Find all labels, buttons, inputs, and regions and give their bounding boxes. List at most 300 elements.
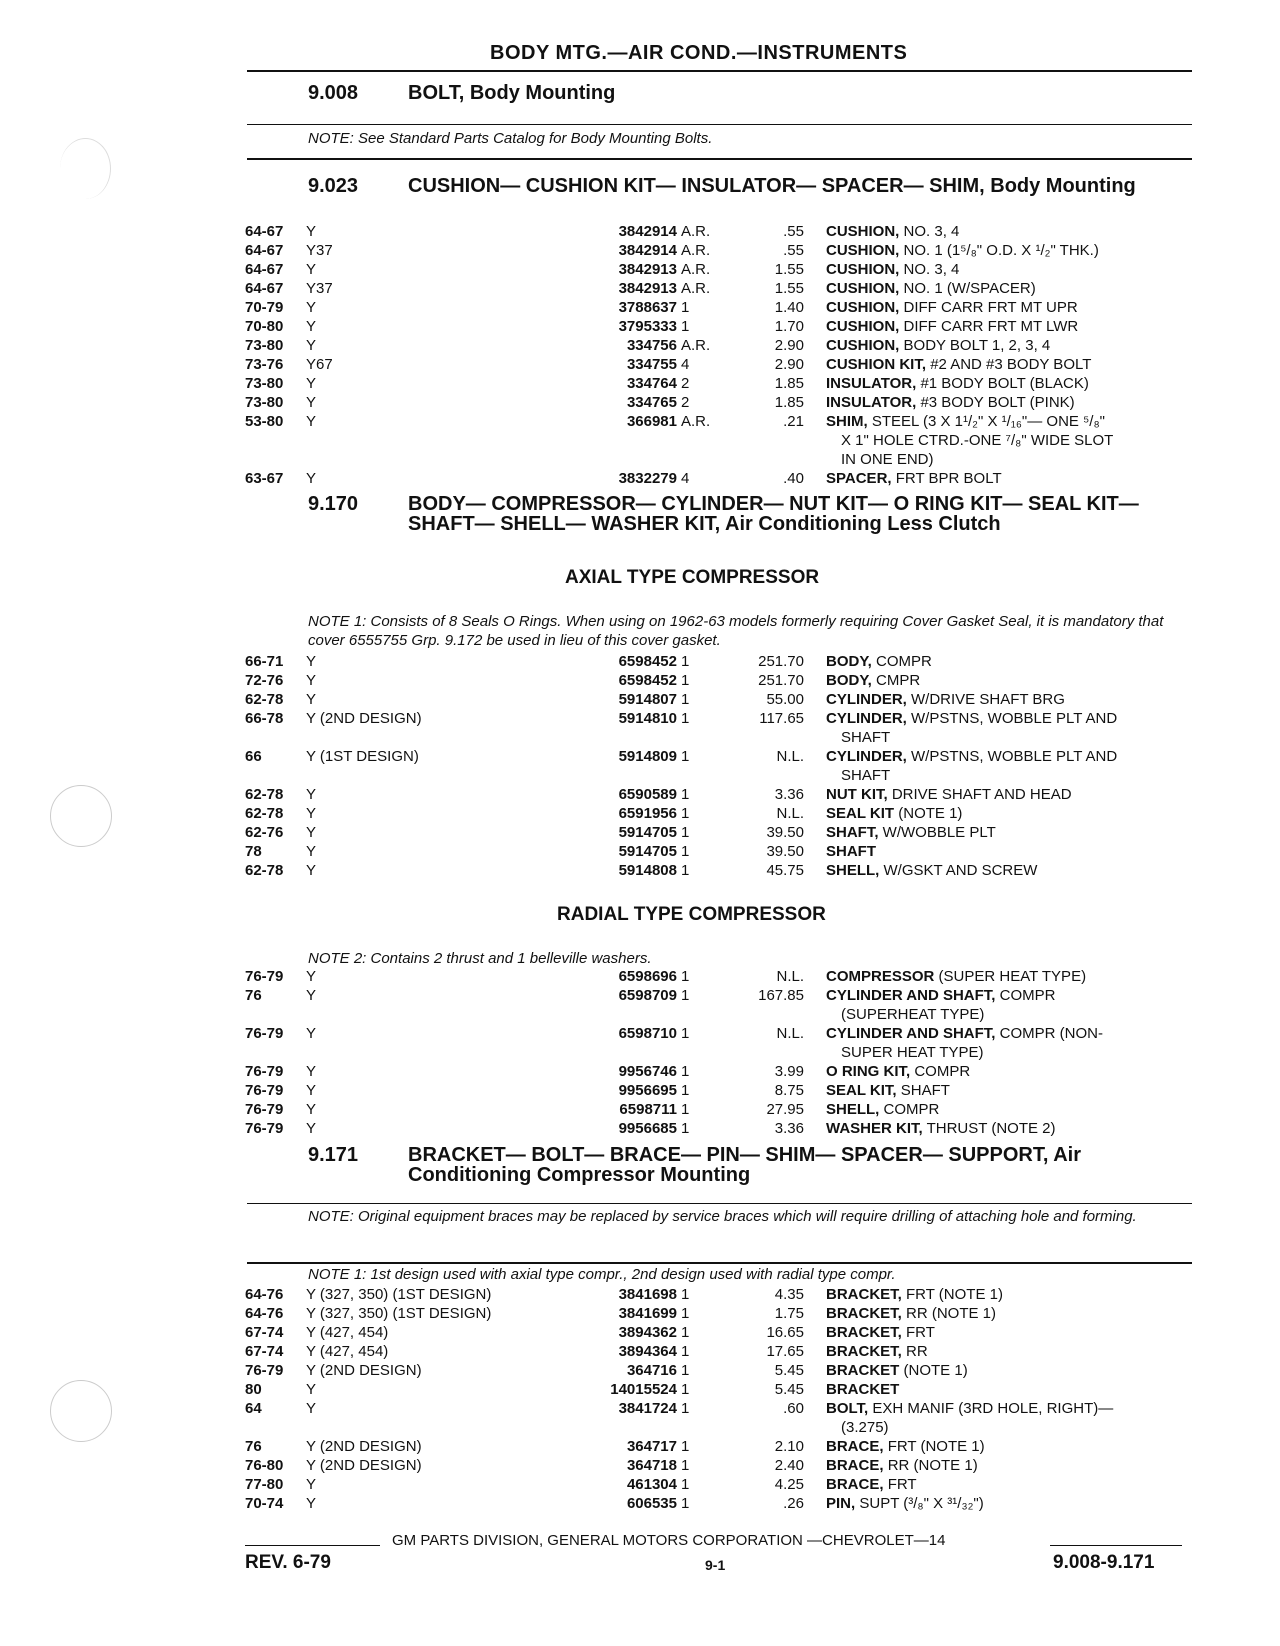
body-code: Y bbox=[306, 653, 317, 670]
part-number: 3842914 bbox=[618, 242, 677, 259]
list-price: 3.36 bbox=[774, 786, 804, 803]
part-row bbox=[0, 1437, 1280, 1456]
part-description bbox=[826, 260, 959, 279]
part-name: SHAFT bbox=[826, 843, 876, 860]
part-number: 9956685 bbox=[618, 1120, 677, 1137]
note-rule bbox=[247, 1203, 1192, 1204]
part-row bbox=[0, 747, 1280, 766]
model-years: 64-67 bbox=[245, 280, 284, 297]
part-number: 364717 bbox=[626, 1438, 677, 1455]
part-row bbox=[0, 1081, 1280, 1100]
part-description bbox=[826, 861, 1037, 880]
part-description bbox=[826, 1361, 968, 1380]
section-title: BODY— COMPRESSOR— CYLINDER— NUT KIT— O RING KIT— SEAL KIT— SHAFT— SHELL— WASHER KIT, Air Conditioning Less Clutch bbox=[408, 493, 1139, 535]
quantity: 1 bbox=[681, 843, 690, 860]
part-name: SPACER, bbox=[826, 470, 892, 487]
part-number: 5914808 bbox=[618, 862, 677, 879]
model-years: 66 bbox=[245, 748, 262, 765]
list-price: 16.65 bbox=[766, 1324, 804, 1341]
body-code: Y bbox=[306, 261, 317, 278]
part-row bbox=[0, 374, 1280, 393]
quantity: A.R. bbox=[681, 337, 711, 354]
part-name: INSULATOR, bbox=[826, 375, 917, 392]
model-years: 70-79 bbox=[245, 299, 284, 316]
part-number: 6598711 bbox=[619, 1101, 677, 1118]
section-rule bbox=[247, 158, 1192, 160]
body-code: Y67 bbox=[306, 356, 333, 373]
part-number: 3832279 bbox=[618, 470, 677, 487]
part-number: 3841699 bbox=[618, 1305, 677, 1322]
model-years: 76-79 bbox=[245, 1025, 284, 1042]
section-title: BRACKET— BOLT— BRACE— PIN— SHIM— SPACER— SUPPORT, Air Conditioning Compressor Mounting bbox=[408, 1144, 1081, 1186]
footer-rule-left bbox=[245, 1545, 380, 1546]
list-price: 1.70 bbox=[774, 318, 804, 335]
list-price: 2.90 bbox=[774, 337, 804, 354]
part-detail: W/PSTNS, WOBBLE PLT AND bbox=[911, 748, 1118, 765]
quantity: A.R. bbox=[681, 242, 711, 259]
part-number: 9956695 bbox=[618, 1082, 677, 1099]
part-row bbox=[0, 355, 1280, 374]
part-name: CYLINDER AND SHAFT, bbox=[826, 1025, 996, 1042]
part-row bbox=[0, 1456, 1280, 1475]
part-row bbox=[0, 1494, 1280, 1513]
list-price: 3.99 bbox=[774, 1063, 804, 1080]
part-number: 5914810 bbox=[618, 710, 677, 727]
model-years: 76 bbox=[245, 987, 262, 1004]
description-continuation: SHAFT bbox=[841, 767, 891, 784]
part-number: 3842914 bbox=[618, 223, 677, 240]
quantity: 1 bbox=[681, 1400, 690, 1417]
body-code: Y bbox=[306, 318, 317, 335]
model-years: 67-74 bbox=[245, 1343, 284, 1360]
part-detail: #3 BODY BOLT (PINK) bbox=[920, 394, 1075, 411]
part-detail: W/GSKT AND SCREW bbox=[883, 862, 1038, 879]
part-description bbox=[826, 709, 1117, 728]
part-description bbox=[826, 374, 1089, 393]
list-price: .40 bbox=[783, 470, 804, 487]
part-detail: DIFF CARR FRT MT LWR bbox=[903, 318, 1079, 335]
part-row bbox=[0, 279, 1280, 298]
part-number: 6591956 bbox=[618, 805, 677, 822]
body-code: Y bbox=[306, 987, 317, 1004]
body-code: Y bbox=[306, 968, 317, 985]
note-rule bbox=[247, 124, 1192, 125]
part-name: NUT KIT, bbox=[826, 786, 888, 803]
part-name: WASHER KIT, bbox=[826, 1120, 923, 1137]
part-number: 366981 bbox=[626, 413, 677, 430]
part-number: 6598452 bbox=[618, 653, 677, 670]
part-description bbox=[826, 1024, 1103, 1043]
quantity: A.R. bbox=[681, 223, 711, 240]
quantity: 1 bbox=[681, 1286, 690, 1303]
list-price: N.L. bbox=[776, 748, 804, 765]
list-price: 2.40 bbox=[774, 1457, 804, 1474]
part-number: 364718 bbox=[626, 1457, 677, 1474]
model-years: 64-76 bbox=[245, 1305, 284, 1322]
quantity: 1 bbox=[681, 1438, 690, 1455]
part-detail: FRT bbox=[906, 1324, 935, 1341]
axial-note: NOTE 1: Consists of 8 Seals O Rings. When using on 1962-63 models formerly requiring Cover Gasket Seal, it is mandatory that cover 6555755 Grp. 9.172 be used in lieu of this cover gasket. bbox=[308, 613, 1164, 649]
section-number: 9.023 bbox=[308, 175, 359, 197]
part-description bbox=[826, 1380, 899, 1399]
body-code: Y (327, 350) (1ST DESIGN) bbox=[306, 1305, 492, 1322]
part-row bbox=[0, 1304, 1280, 1323]
part-detail: #1 BODY BOLT (BLACK) bbox=[920, 375, 1089, 392]
model-years: 64-76 bbox=[245, 1286, 284, 1303]
model-years: 67-74 bbox=[245, 1324, 284, 1341]
model-years: 63-67 bbox=[245, 470, 284, 487]
part-detail: SHAFT bbox=[900, 1082, 950, 1099]
list-price: 27.95 bbox=[766, 1101, 804, 1118]
part-number: 3842913 bbox=[618, 261, 677, 278]
part-number: 364716 bbox=[626, 1362, 677, 1379]
part-number: 334755 bbox=[626, 356, 677, 373]
list-price: 17.65 bbox=[766, 1343, 804, 1360]
part-name: INSULATOR, bbox=[826, 394, 917, 411]
part-detail: NO. 3, 4 bbox=[903, 261, 960, 278]
part-description bbox=[826, 842, 876, 861]
part-name: CUSHION, bbox=[826, 299, 900, 316]
quantity: 1 bbox=[681, 786, 690, 803]
part-row bbox=[0, 690, 1280, 709]
quantity: 1 bbox=[681, 318, 690, 335]
list-price: 45.75 bbox=[766, 862, 804, 879]
part-row bbox=[0, 652, 1280, 671]
list-price: 1.55 bbox=[774, 280, 804, 297]
list-price: .55 bbox=[783, 223, 804, 240]
radial-note: NOTE 2: Contains 2 thrust and 1 belleville washers. bbox=[308, 950, 652, 967]
body-code: Y (327, 350) (1ST DESIGN) bbox=[306, 1286, 492, 1303]
part-name: CUSHION, bbox=[826, 261, 900, 278]
part-number: 334764 bbox=[626, 375, 677, 392]
page-header: BODY MTG.—AIR COND.—INSTRUMENTS bbox=[490, 42, 908, 64]
model-years: 53-80 bbox=[245, 413, 284, 430]
body-code: Y bbox=[306, 1063, 317, 1080]
part-row bbox=[0, 393, 1280, 412]
part-detail: RR (NOTE 1) bbox=[887, 1457, 978, 1474]
section-title: CUSHION— CUSHION KIT— INSULATOR— SPACER— SHIM, Body Mounting bbox=[408, 175, 1136, 197]
part-description bbox=[826, 241, 1099, 260]
part-description bbox=[826, 1323, 935, 1342]
part-number: 6598452 bbox=[618, 672, 677, 689]
list-price: 1.85 bbox=[774, 394, 804, 411]
part-name: BRACKET bbox=[826, 1381, 900, 1398]
part-detail: THRUST (NOTE 2) bbox=[926, 1120, 1056, 1137]
model-years: 62-78 bbox=[245, 691, 284, 708]
list-price: 1.40 bbox=[774, 299, 804, 316]
part-detail: W/DRIVE SHAFT BRG bbox=[911, 691, 1065, 708]
quantity: 1 bbox=[681, 1063, 690, 1080]
list-price: .21 bbox=[783, 413, 804, 430]
quantity: 1 bbox=[681, 1082, 690, 1099]
part-row bbox=[0, 861, 1280, 880]
part-row bbox=[0, 967, 1280, 986]
quantity: 1 bbox=[681, 1025, 690, 1042]
part-description bbox=[826, 222, 959, 241]
part-row bbox=[0, 412, 1280, 431]
part-row bbox=[0, 260, 1280, 279]
body-code: Y (427, 454) bbox=[306, 1343, 389, 1360]
design-note: NOTE 1: 1st design used with axial type compr., 2nd design used with radial type compr. bbox=[308, 1266, 896, 1283]
list-price: 5.45 bbox=[774, 1362, 804, 1379]
part-description bbox=[826, 1494, 984, 1513]
part-number: 6598696 bbox=[618, 968, 677, 985]
part-description bbox=[826, 355, 1091, 374]
list-price: .55 bbox=[783, 242, 804, 259]
part-description bbox=[826, 785, 1072, 804]
model-years: 66-71 bbox=[245, 653, 284, 670]
quantity: 1 bbox=[681, 1381, 690, 1398]
part-row bbox=[0, 986, 1280, 1005]
part-number: 9956746 bbox=[618, 1063, 677, 1080]
list-price: 117.65 bbox=[759, 710, 804, 727]
part-row bbox=[0, 1361, 1280, 1380]
body-code: Y bbox=[306, 470, 317, 487]
part-description bbox=[826, 1399, 1113, 1418]
part-row bbox=[0, 469, 1280, 488]
quantity: A.R. bbox=[681, 413, 711, 430]
part-description bbox=[826, 986, 1055, 1005]
part-description bbox=[826, 967, 1086, 986]
part-description bbox=[826, 671, 920, 690]
description-continuation: X 1" HOLE CTRD.-ONE ⁷/₈" WIDE SLOT bbox=[841, 432, 1114, 449]
part-name: CUSHION, bbox=[826, 318, 900, 335]
description-continuation: SHAFT bbox=[841, 729, 891, 746]
part-detail: W/WOBBLE PLT bbox=[882, 824, 996, 841]
list-price: N.L. bbox=[776, 805, 804, 822]
part-detail: COMPR (NON- bbox=[999, 1025, 1103, 1042]
footer-group-range: 9.008-9.171 bbox=[1053, 1552, 1155, 1573]
list-price: 251.70 bbox=[758, 672, 804, 689]
body-code: Y bbox=[306, 691, 317, 708]
part-name: CYLINDER AND SHAFT, bbox=[826, 987, 996, 1004]
part-description bbox=[826, 1081, 950, 1100]
part-row bbox=[0, 823, 1280, 842]
part-name: CUSHION, bbox=[826, 337, 900, 354]
part-name: BRACE, bbox=[826, 1457, 884, 1474]
part-description bbox=[826, 1062, 970, 1081]
model-years: 62-78 bbox=[245, 786, 284, 803]
part-row bbox=[0, 785, 1280, 804]
part-detail: (NOTE 1) bbox=[898, 805, 963, 822]
part-name: SHELL, bbox=[826, 1101, 880, 1118]
part-name: CYLINDER, bbox=[826, 691, 907, 708]
quantity: 1 bbox=[681, 653, 690, 670]
body-code: Y (427, 454) bbox=[306, 1324, 389, 1341]
quantity: A.R. bbox=[681, 261, 711, 278]
body-code: Y (2ND DESIGN) bbox=[306, 710, 422, 727]
part-row bbox=[0, 1380, 1280, 1399]
part-detail: COMPR bbox=[914, 1063, 971, 1080]
header-rule bbox=[247, 70, 1192, 72]
part-detail: FRT BPR BOLT bbox=[895, 470, 1002, 487]
body-code: Y bbox=[306, 223, 317, 240]
part-detail: DIFF CARR FRT MT UPR bbox=[903, 299, 1078, 316]
model-years: 62-78 bbox=[245, 805, 284, 822]
quantity: 1 bbox=[681, 1343, 690, 1360]
part-number: 3788637 bbox=[618, 299, 677, 316]
section-number: 9.170 bbox=[308, 493, 359, 515]
part-detail: NO. 1 (W/SPACER) bbox=[903, 280, 1036, 297]
list-price: 2.90 bbox=[774, 356, 804, 373]
part-detail: FRT (NOTE 1) bbox=[906, 1286, 1003, 1303]
model-years: 70-80 bbox=[245, 318, 284, 335]
part-row bbox=[0, 317, 1280, 336]
quantity: 1 bbox=[681, 824, 690, 841]
part-detail: NO. 3, 4 bbox=[903, 223, 960, 240]
quantity: 1 bbox=[681, 672, 690, 689]
model-years: 78 bbox=[245, 843, 262, 860]
part-name: COMPRESSOR bbox=[826, 968, 935, 985]
quantity: A.R. bbox=[681, 280, 711, 297]
body-code: Y (2ND DESIGN) bbox=[306, 1362, 422, 1379]
list-price: .26 bbox=[783, 1495, 804, 1512]
quantity: 2 bbox=[681, 394, 690, 411]
part-detail: (NOTE 1) bbox=[903, 1362, 968, 1379]
part-detail: BODY BOLT 1, 2, 3, 4 bbox=[903, 337, 1051, 354]
part-name: CUSHION KIT, bbox=[826, 356, 927, 373]
part-description bbox=[826, 1100, 939, 1119]
part-row bbox=[0, 1342, 1280, 1361]
model-years: 72-76 bbox=[245, 672, 284, 689]
footer-division: GM PARTS DIVISION, GENERAL MOTORS CORPORATION —CHEVROLET—14 bbox=[392, 1532, 946, 1549]
part-description bbox=[826, 1456, 978, 1475]
description-continuation: SUPER HEAT TYPE) bbox=[841, 1044, 984, 1061]
body-code: Y bbox=[306, 1025, 317, 1042]
part-description bbox=[826, 1342, 928, 1361]
part-number: 461304 bbox=[626, 1476, 677, 1493]
body-code: Y bbox=[306, 337, 317, 354]
footer-revision: REV. 6-79 bbox=[245, 1552, 331, 1573]
part-name: O RING KIT, bbox=[826, 1063, 911, 1080]
quantity: 1 bbox=[681, 1305, 690, 1322]
body-code: Y bbox=[306, 1495, 317, 1512]
part-name: SEAL KIT bbox=[826, 805, 895, 822]
part-name: SHIM, bbox=[826, 413, 868, 430]
part-detail: COMPR bbox=[883, 1101, 940, 1118]
description-continuation: IN ONE END) bbox=[841, 451, 934, 468]
part-description bbox=[826, 823, 996, 842]
part-detail: SUPT (³/₈" X ³¹/₃₂") bbox=[859, 1495, 984, 1512]
model-years: 76-79 bbox=[245, 1063, 284, 1080]
body-code: Y bbox=[306, 1381, 317, 1398]
quantity: 1 bbox=[681, 1457, 690, 1474]
part-description bbox=[826, 747, 1117, 766]
part-name: BRACKET, bbox=[826, 1286, 902, 1303]
part-detail: RR bbox=[906, 1343, 928, 1360]
model-years: 73-80 bbox=[245, 375, 284, 392]
part-row bbox=[0, 804, 1280, 823]
part-name: CUSHION, bbox=[826, 280, 900, 297]
body-code: Y (2ND DESIGN) bbox=[306, 1438, 422, 1455]
section-title: BOLT, Body Mounting bbox=[408, 82, 616, 104]
body-code: Y bbox=[306, 375, 317, 392]
description-continuation: (SUPERHEAT TYPE) bbox=[841, 1006, 985, 1023]
model-years: 64 bbox=[245, 1400, 262, 1417]
quantity: 2 bbox=[681, 375, 690, 392]
part-name: SHELL, bbox=[826, 862, 880, 879]
quantity: 1 bbox=[681, 748, 690, 765]
part-description bbox=[826, 690, 1065, 709]
part-detail: (SUPER HEAT TYPE) bbox=[938, 968, 1087, 985]
list-price: .60 bbox=[783, 1400, 804, 1417]
part-row bbox=[0, 298, 1280, 317]
part-description bbox=[826, 1304, 996, 1323]
quantity: 4 bbox=[681, 470, 690, 487]
part-number: 3894364 bbox=[618, 1343, 677, 1360]
part-number: 6598710 bbox=[618, 1025, 677, 1042]
part-detail: EXH MANIF (3RD HOLE, RIGHT)— bbox=[872, 1400, 1114, 1417]
list-price: 3.36 bbox=[774, 1120, 804, 1137]
quantity: 1 bbox=[681, 691, 690, 708]
part-description bbox=[826, 469, 1002, 488]
part-name: CYLINDER, bbox=[826, 710, 907, 727]
radial-compressor-heading: RADIAL TYPE COMPRESSOR bbox=[557, 904, 826, 925]
model-years: 64-67 bbox=[245, 223, 284, 240]
part-row bbox=[0, 336, 1280, 355]
part-description bbox=[826, 652, 932, 671]
part-description bbox=[826, 317, 1078, 336]
part-row bbox=[0, 1024, 1280, 1043]
quantity: 1 bbox=[681, 862, 690, 879]
quantity: 1 bbox=[681, 1120, 690, 1137]
list-price: 1.85 bbox=[774, 375, 804, 392]
quantity: 1 bbox=[681, 299, 690, 316]
part-detail: NO. 1 (1⁵/₈" O.D. X ¹/₂" THK.) bbox=[903, 242, 1099, 259]
description-continuation: (3.275) bbox=[841, 1419, 889, 1436]
part-name: BODY, bbox=[826, 653, 872, 670]
list-price: 1.55 bbox=[774, 261, 804, 278]
part-name: BRACKET, bbox=[826, 1343, 902, 1360]
model-years: 62-76 bbox=[245, 824, 284, 841]
model-years: 76-79 bbox=[245, 1082, 284, 1099]
model-years: 77-80 bbox=[245, 1476, 284, 1493]
part-row bbox=[0, 671, 1280, 690]
list-price: 251.70 bbox=[758, 653, 804, 670]
list-price: 2.10 bbox=[774, 1438, 804, 1455]
part-row bbox=[0, 1475, 1280, 1494]
body-code: Y bbox=[306, 413, 317, 430]
part-description bbox=[826, 393, 1075, 412]
part-name: BRACKET, bbox=[826, 1324, 902, 1341]
footer-page-number: 9-1 bbox=[705, 1557, 726, 1573]
part-name: CYLINDER, bbox=[826, 748, 907, 765]
part-number: 5914807 bbox=[618, 691, 677, 708]
part-detail: COMPR bbox=[999, 987, 1056, 1004]
model-years: 73-80 bbox=[245, 394, 284, 411]
part-number: 14015524 bbox=[610, 1381, 677, 1398]
body-code: Y bbox=[306, 672, 317, 689]
part-detail: FRT bbox=[887, 1476, 917, 1493]
part-name: BRACE, bbox=[826, 1438, 884, 1455]
list-price: 5.45 bbox=[774, 1381, 804, 1398]
part-number: 606535 bbox=[626, 1495, 677, 1512]
section-number: 9.008 bbox=[308, 82, 359, 104]
part-detail: DRIVE SHAFT AND HEAD bbox=[891, 786, 1072, 803]
model-years: 76-79 bbox=[245, 1101, 284, 1118]
part-description bbox=[826, 804, 962, 823]
part-number: 3795333 bbox=[618, 318, 677, 335]
section-note: NOTE: Original equipment braces may be replaced by service braces which will require drilling of attaching hole and forming. bbox=[308, 1208, 1137, 1225]
part-description bbox=[826, 412, 1105, 431]
list-price: 1.75 bbox=[774, 1305, 804, 1322]
list-price: N.L. bbox=[776, 1025, 804, 1042]
part-number: 3841698 bbox=[618, 1286, 677, 1303]
body-code: Y bbox=[306, 1101, 317, 1118]
part-number: 3841724 bbox=[618, 1400, 677, 1417]
body-code: Y37 bbox=[306, 280, 333, 297]
body-code: Y bbox=[306, 394, 317, 411]
